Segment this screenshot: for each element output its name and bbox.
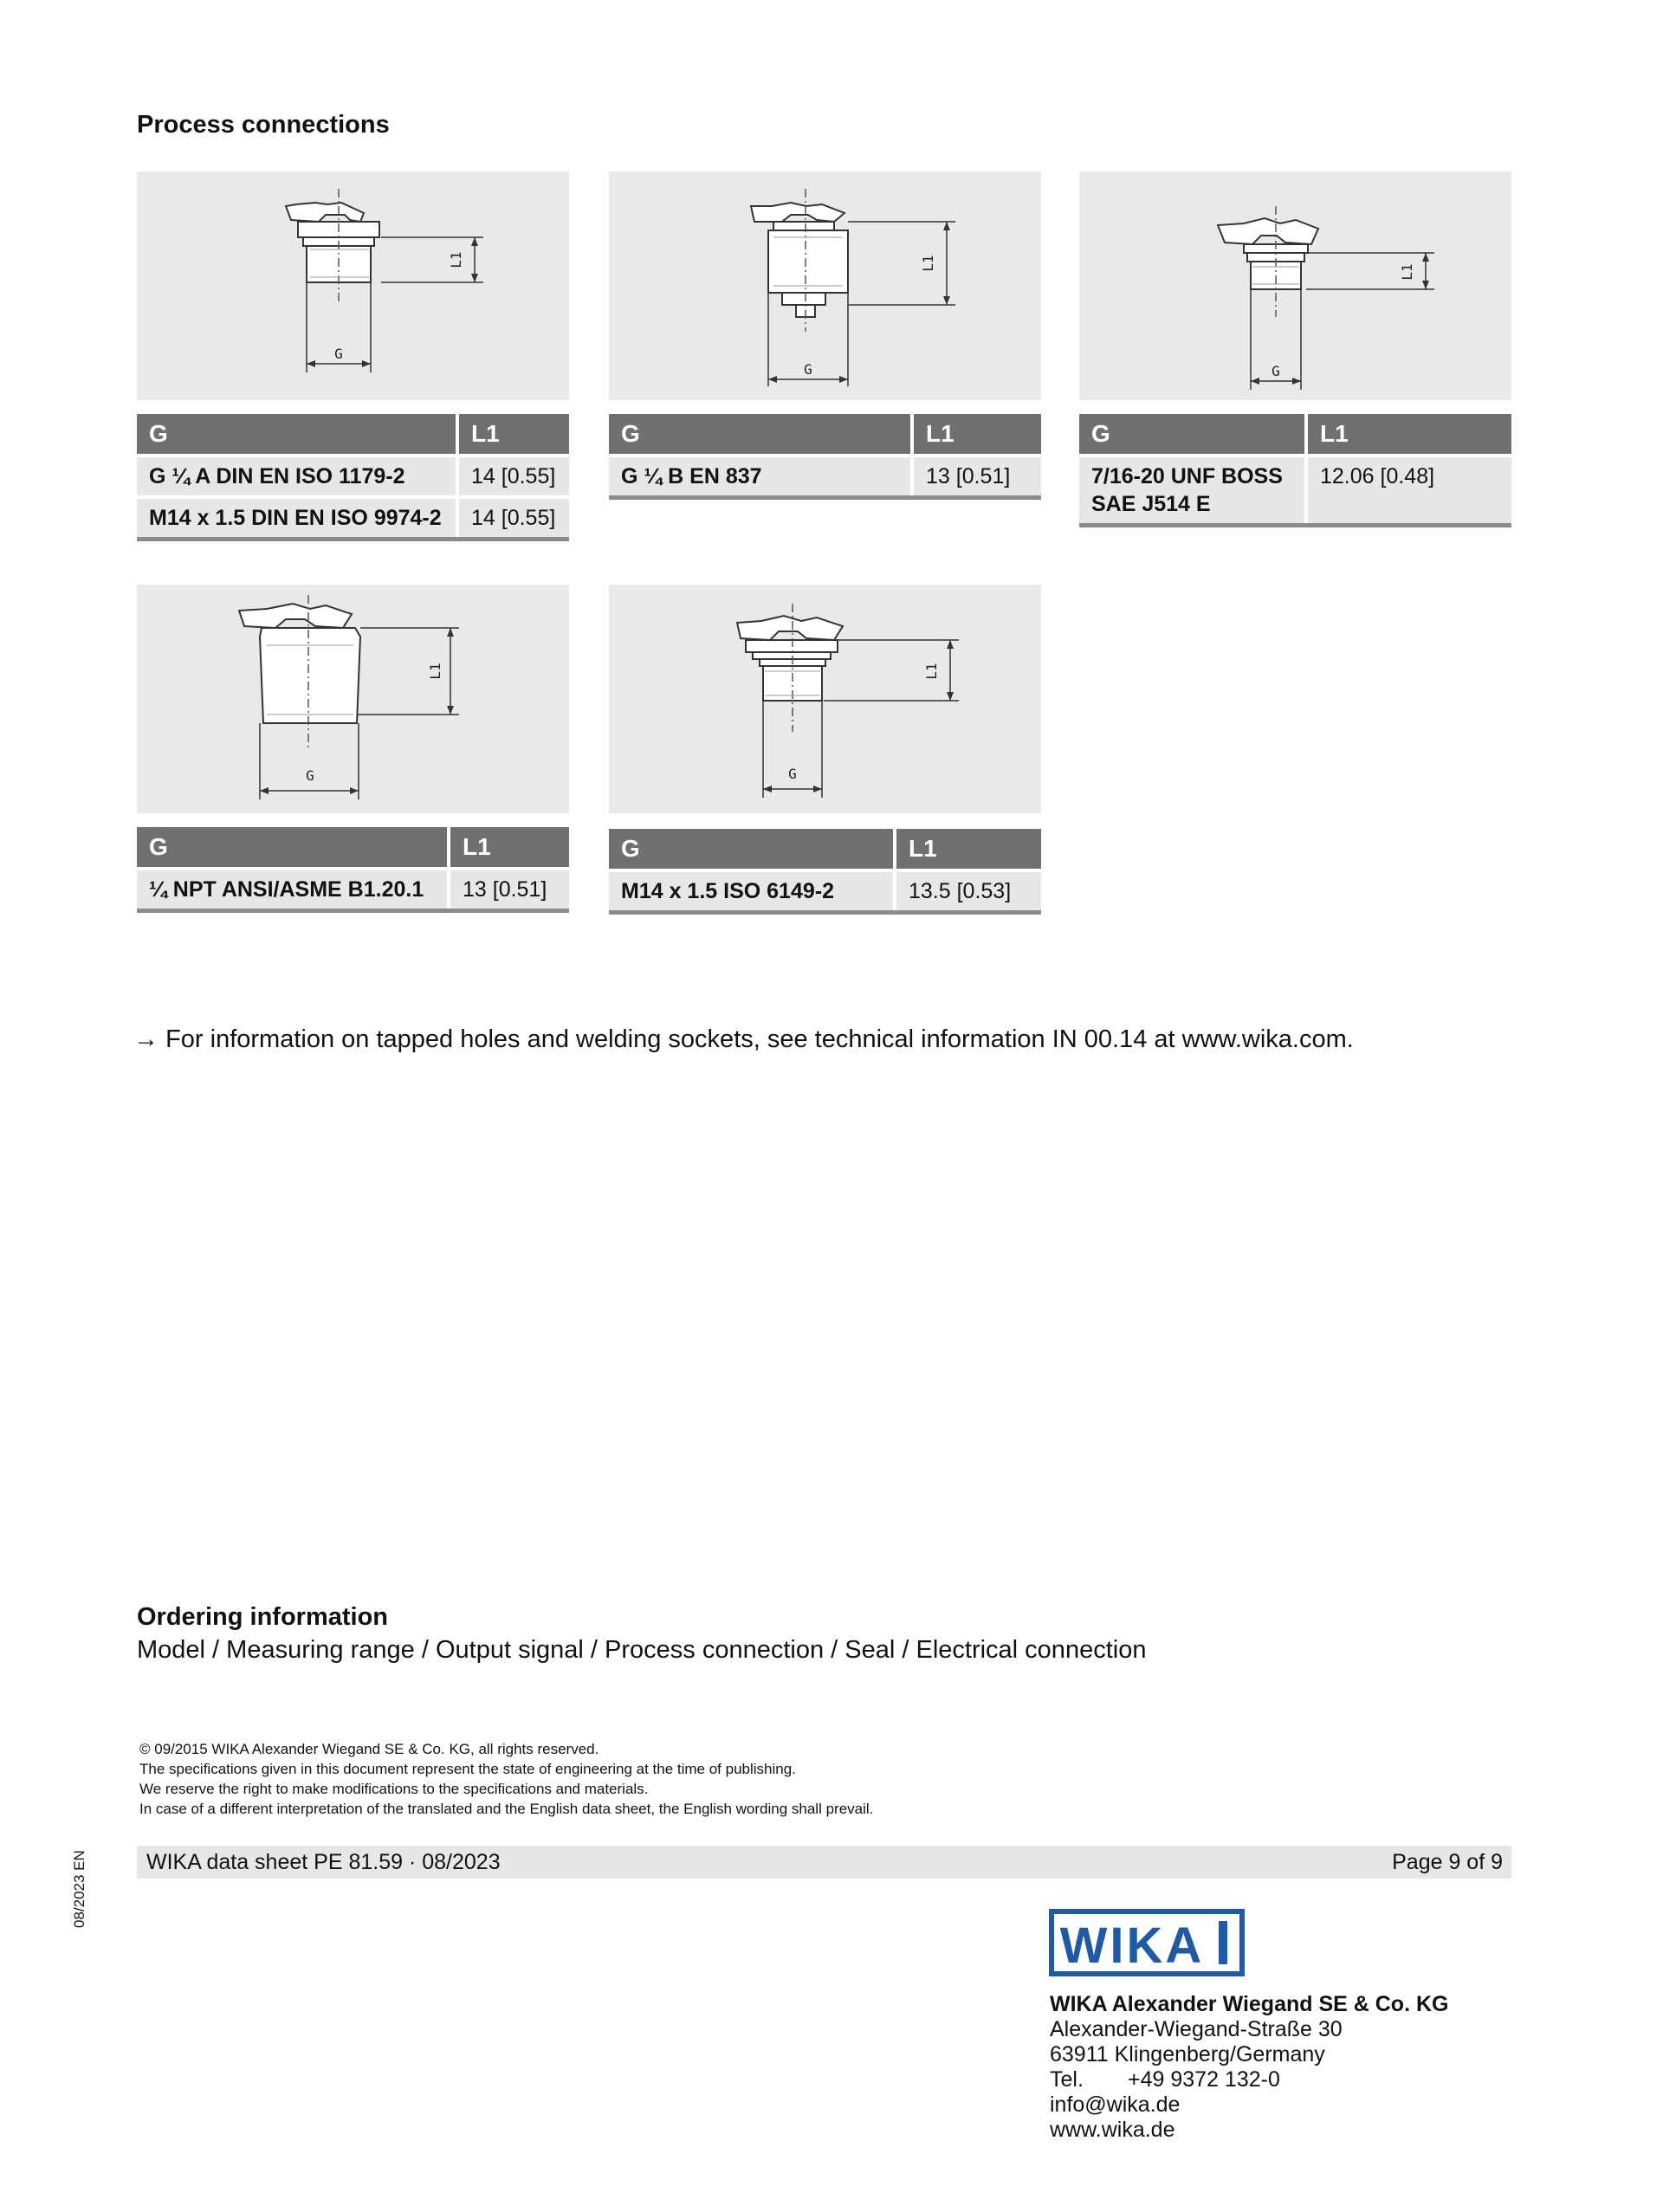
table-header-l1: L1 — [1306, 414, 1511, 456]
table-row — [609, 456, 1041, 498]
table-row — [137, 497, 569, 540]
l1-label: L1 — [1399, 263, 1415, 281]
table-header-l1: L1 — [457, 414, 569, 456]
table-header-g: G — [1079, 414, 1306, 456]
table-header-l1: L1 — [912, 414, 1041, 456]
connection-drawing-2 — [609, 171, 1041, 400]
table-header-l1: L1 — [449, 827, 569, 869]
legal-line: We reserve the right to make modifications to the specifications and materials. — [139, 1781, 649, 1797]
l1-label: L1 — [920, 255, 936, 272]
phone-number: +49 9372 132-0 — [1128, 2067, 1280, 2092]
table-row — [609, 870, 1041, 913]
table-cell-l1: 12.06 [0.48] — [1306, 456, 1511, 526]
table-cell-g: G ¼ A DIN EN ISO 1179-2 — [137, 456, 457, 497]
table-header-g: G — [609, 829, 895, 870]
page-number: Page 9 of 9 — [1392, 1850, 1503, 1874]
section-title-ordering: Ordering information — [137, 1603, 388, 1631]
table-header-l1: L1 — [895, 829, 1041, 870]
company-website[interactable]: www.wika.de — [1050, 2118, 1175, 2142]
wika-logo-mark — [1049, 1909, 1245, 1976]
company-name: WIKA Alexander Wiegand SE & Co. KG — [1050, 1992, 1449, 2016]
table-cell-g: G ¼ B EN 837 — [609, 456, 912, 498]
arrow-right-icon: → — [133, 1025, 159, 1053]
table-cell-g: 7/16-20 UNF BOSS SAE J514 E — [1079, 456, 1306, 526]
phone-label: Tel. — [1050, 2067, 1084, 2092]
company-phone — [1050, 2067, 1448, 2092]
g-label: G — [1272, 363, 1280, 379]
l1-label: L1 — [448, 251, 464, 268]
side-code: 08/2023 EN — [71, 1850, 87, 1928]
table-cell-l1: 13 [0.51] — [449, 869, 569, 911]
datasheet-reference: WIKA data sheet PE 81.59 · 08/2023 — [146, 1850, 501, 1874]
table-row — [137, 869, 569, 911]
legal-line: The specifications given in this document represent the state of engineering at the time of publishing. — [139, 1761, 796, 1777]
table-row — [1079, 456, 1511, 526]
drawing-panel-1 — [137, 171, 569, 400]
drawing-panel-5 — [609, 585, 1041, 813]
g-label: G — [788, 766, 797, 782]
section-title-process-connections: Process connections — [137, 111, 390, 139]
connection-drawing-1 — [137, 171, 569, 400]
table-cell-l1: 14 [0.55] — [457, 497, 569, 540]
g-label: G — [334, 346, 343, 362]
connection-table-5 — [609, 829, 1041, 915]
legal-line: © 09/2015 WIKA Alexander Wiegand SE & Co. KG, all rights reserved. — [139, 1741, 599, 1757]
legal-line: In case of a different interpretation of the translated and the English data sheet, the English wording shall prevail. — [139, 1801, 874, 1817]
g-label: G — [306, 767, 314, 784]
g-label: G — [804, 361, 812, 378]
company-email[interactable]: info@wika.de — [1050, 2092, 1181, 2117]
table-cell-g: M14 x 1.5 ISO 6149-2 — [609, 870, 895, 913]
connection-table-2 — [609, 414, 1041, 500]
connection-table-4 — [137, 827, 569, 913]
company-street: Alexander-Wiegand-Straße 30 — [1050, 2017, 1343, 2041]
table-cell-l1: 14 [0.55] — [457, 456, 569, 497]
table-header-g: G — [137, 414, 457, 456]
footer-bar — [137, 1846, 1511, 1879]
connection-drawing-5 — [609, 585, 1041, 813]
company-city: 63911 Klingenberg/Germany — [1050, 2042, 1325, 2066]
connection-drawing-3 — [1079, 171, 1511, 400]
logo-text: WIKA — [1059, 1918, 1205, 1974]
l1-label: L1 — [427, 663, 443, 680]
table-header-g: G — [137, 827, 449, 869]
table-header-g: G — [609, 414, 912, 456]
connection-table-1 — [137, 414, 569, 541]
ordering-text: Model / Measuring range / Output signal / Process connection / Seal / Electrical connection — [137, 1636, 1147, 1664]
wika-logo — [1049, 1909, 1245, 1976]
table-row — [137, 456, 569, 497]
info-note-text: For information on tapped holes and welding sockets, see technical information IN 00.14 at www.wika.com. — [165, 1025, 1354, 1053]
legal-notice — [139, 1739, 873, 1819]
table-cell-l1: 13.5 [0.53] — [895, 870, 1041, 913]
l1-label: L1 — [923, 663, 940, 680]
connection-drawing-4 — [137, 585, 569, 813]
drawing-panel-3 — [1079, 171, 1511, 400]
connection-table-3 — [1079, 414, 1511, 527]
drawing-panel-2 — [609, 171, 1041, 400]
company-address — [1050, 1992, 1448, 2143]
table-cell-g: M14 x 1.5 DIN EN ISO 9974-2 — [137, 497, 457, 540]
info-note — [133, 1025, 1354, 1054]
drawing-panel-4 — [137, 585, 569, 813]
table-cell-l1: 13 [0.51] — [912, 456, 1041, 498]
table-cell-g: ¼ NPT ANSI/ASME B1.20.1 — [137, 869, 449, 911]
